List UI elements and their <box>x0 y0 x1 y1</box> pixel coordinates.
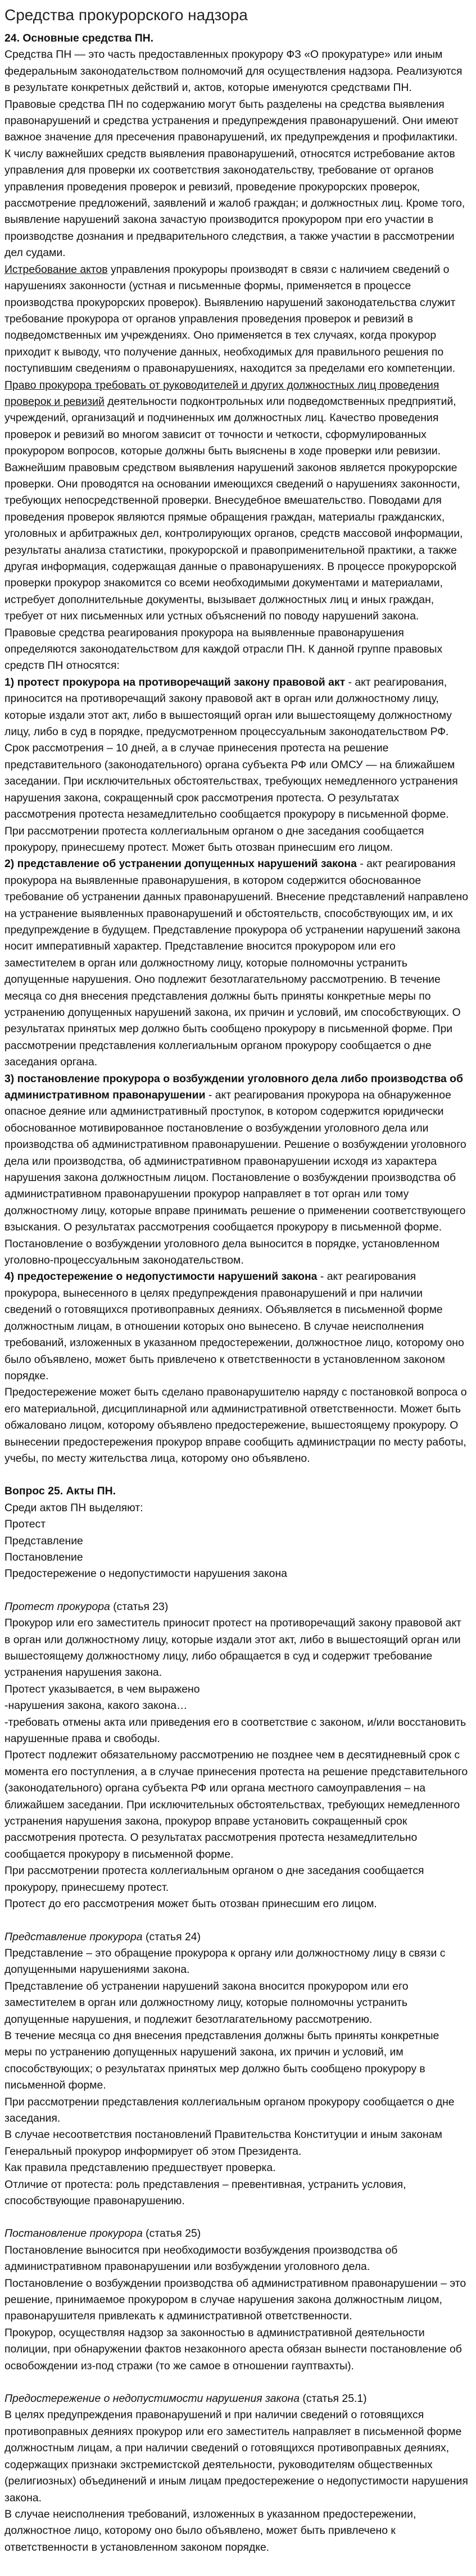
section-heading: Вопрос 25. Акты ПН. <box>4 1485 116 1498</box>
paragraph-gap <box>4 1583 469 1599</box>
paragraph: Представление об устранении нарушений закона вносится прокурором или его заместителем в орган или должностному лицу, которые полномочны устранить допущенные нарушения, и подлежит безотлагательному рассмотрению. <box>4 1980 409 2026</box>
paragraph: 3) постановление прокурора о возбуждении уголовного дела либо производства об административном правонарушении - акт реагирования прокурора на обнаруженное опасное деяние или административный проступок, в котором содержится юридически обоснованное мотивированное постановление о возбуждении уголовного дела или производства об административном правонарушении. Решение о возбуждении уголовного дела или производства, об административном правонарушении исходя из характера нарушения закона должностным лицом. Постановление о возбуждении производства об административном правонарушении прокурор направляет в тот орган или тому должностному лицу, которые вправе принимать решение о применении соответствующего взыскания. О результатах рассмотрения сообщается прокурору в письменной форме. Постановление о возбуждении уголовного дела выносится в порядке, установленном уголовно-процессуальным законодательством. <box>4 1072 466 1267</box>
paragraph: 2) представление об устранении допущенных нарушений закона - акт реагирования прокурора на выявленные правонарушения, в котором содержится обоснованное требование об устранении данных правонарушений. Внесение представлений направлено на устранение выявленных правонарушений и обстоятельств, способствующих им, и их предупреждение в будущем. Представление прокурора об устранении нарушений закона носит императивный характер. Представление вносится прокурором или его заместителем в орган или должностному лицу, которые полномочны устранить допущенные нарушения. Оно подлежит безотлагательному рассмотрению. В течение месяца со дня внесения представления должны быть приняты конкретные меры по устранению допущенных нарушений закона, их причин и условий, им способствующих. О результатах принятых мер должно быть сообщено прокурору в письменной форме. При рассмотрении представления коллегиальным органом прокурору сообщается о дне заседания органа. <box>4 858 469 1069</box>
paragraph: К числу важнейших средств выявления правонарушений, относятся истребование актов управления для проверки их соответствия законодательству, требование от органов управления проведения проверок и ревизий, проведение прокурорских проверок, рассмотрение предложений, заявлений и жалоб граждан; и должностных лиц. Кроме того, выявление нарушений закона зачастую производится прокурором при его участии в производстве дознания и предварительного следствия, а также участии в рассмотрении дел судами. <box>4 147 465 259</box>
paragraph: Истребование актов управления прокуроры производят в связи с наличием сведений о нарушениях законности (устная и письменные формы, применяется в процессе производства прокурорских проверок). Выявлению нарушений законодательства служит требование прокурора от органов управления проведения проверок и ревизий в подведомственных им учреждениях. Оно применяется в тех случаях, когда прокурор приходит к выводу, что получение данных, необходимых для правильного решения по поступившим сведениям о правонарушениях, находится за пределами его компетенции. <box>4 263 456 375</box>
paragraph: Предостережение о недопустимости нарушения закона <box>4 1567 287 1580</box>
paragraph: Представление прокурора (статья 24) <box>4 1930 201 1943</box>
paragraph-gap <box>4 1913 469 1929</box>
paragraph: Отличие от протеста: роль представления – превентивная, устранить условия, способствующие правонарушению. <box>4 2178 406 2207</box>
page-title: Средства прокурорского надзора <box>4 6 248 24</box>
paragraph: Правовые средства реагирования прокурора на выявленные правонарушения определяются законодательством для каждой отрасли ПН. К данной группе правовых средств ПН относятся: <box>4 626 443 672</box>
paragraph: Постановление <box>4 1551 83 1563</box>
paragraph: -требовать отмены акта или приведения его в соответствие с законом, и/или восстановить нарушенные права и свободы. <box>4 1716 466 1745</box>
paragraph: Прокурор, осуществляя надзор за законностью в административной деятельности полиции, при обнаружении фактов незаконного ареста обязан вынести постановление об освобождении из-под стражи (то же самое в отношении гауптвахты). <box>4 2326 462 2372</box>
paragraph: Правовые средства ПН по содержанию могут быть разделены на средства выявления правонарушений и средства устранения и предупреждения правонарушений. Они имеют важное значение для пресечения правонарушений, их предупреждения и профилактики. <box>4 98 459 144</box>
paragraph: В случае несоответствия постановлений Правительства Конституции и иным законам Генеральный прокурор информирует об этом Президента. <box>4 2128 442 2158</box>
paragraph: В целях предупреждения правонарушений и при наличии сведений о готовящихся противоправных деяниях прокурор или его заместитель направляет в письменной форме должностным лицам, а при наличии сведений о готовящихся противоправных деяниях, содержащих признаки экстремистской деятельности, руководителям общественных (религиозных) объединений и иным лицам предостережение о недопустимости нарушения закона. <box>4 2409 468 2504</box>
paragraph: Постановление выносится при необходимости возбуждения производства об административном правонарушении или возбуждении уголовного дела. <box>4 2244 398 2273</box>
paragraph-gap <box>4 1467 469 1483</box>
paragraph: В случае неисполнения требований, изложенных в указанном предостережении, должностное лицо, которому оно было объявлено, может быть привлечено к ответственности в установленном законом порядке. <box>4 2507 416 2554</box>
paragraph: Предостережение о недопустимости нарушения закона (статья 25.1) <box>4 2392 367 2405</box>
paragraph: Протест прокурора (статья 23) <box>4 1600 169 1613</box>
paragraph: Постановление о возбуждении производства об административном правонарушении – это решение, принимаемое прокурором в случае нарушения закона должностным лицом, правонарушителя привлекать к административной ответственности. <box>4 2277 466 2323</box>
paragraph: Важнейшим правовым средством выявления нарушений законов является прокурорские проверки. Они проводятся на основании имеющихся сведений о нарушениях законности, требующих непосредственной проверки. Внесудебное вмешательство. Поводами для проведения проверок являются прямые обращения граждан, материалы гражданских, уголовных и арбитражных дел, контролирующих органов, средств массовой информации, результаты анализа статистики, прокурорской и правоприменительной практики, а также другая информация, содержащая данные о правонарушениях. В процессе прокурорской проверки прокурор знакомится со всеми необходимыми документами и материалами, истребует дополнительные документы, вызывает должностных лиц и иных граждан, требует от них письменных или устных объяснений по поводу нарушений закона. <box>4 461 463 623</box>
paragraph: Протест до его рассмотрения может быть отозван принесшим его лицом. <box>4 1898 377 1911</box>
paragraph: Протест указывается, в чем выражено <box>4 1683 200 1695</box>
paragraph-gap <box>4 2374 469 2391</box>
paragraph: -нарушения закона, какого закона… <box>4 1699 188 1712</box>
paragraph-gap <box>4 2209 469 2226</box>
paragraph: При рассмотрении протеста коллегиальным органом о дне заседания сообщается прокурору, принесшему протест. <box>4 1864 424 1894</box>
paragraph: 4) предостережение о недопустимости нарушений закона - акт реагирования прокурора, вынесенного в целях предупреждения правонарушений и при наличии сведений о готовящихся противоправных деяниях. Объявляется в письменной форме должностным лицам, в отношении которых оно вынесено. В случае неисполнения требований, изложенных в указанном предостережении, должностное лицо, которому оно было объявлено, может быть привлечено к ответственности в установленном законом порядке. <box>4 1270 464 1382</box>
paragraph: Право прокурора требовать от руководителей и других должностных лиц проведения проверок и ревизий деятельности подконтрольных или подведомственных предприятий, учреждений, организаций и подчиненных им должностных лиц. Качество проведения проверок и ревизий во многом зависит от точности и четкости, сформулированных прокурором вопросов, которые должны быть выяснены в ходе проверки или ревизии. <box>4 379 456 458</box>
paragraph: Средства ПН — это часть предоставленных прокурору ФЗ «О прокуратуре» или иным федеральным законодательством полномочий для осуществления надзора. Реализуются в результате конкретных действий и, актов, которые именуются средствами ПН. <box>4 48 463 94</box>
paragraph: Среди актов ПН выделяют: <box>4 1501 143 1514</box>
paragraph: Протест <box>4 1518 46 1531</box>
paragraph: Прокурор или его заместитель приносит протест на противоречащий закону правовой акт в орган или должностному лицу, которые издали этот акт, либо в вышестоящий орган или вышестоящему должностному лицу, либо обращается в суд и содержит требование устранения нарушения закона. <box>4 1617 461 1679</box>
paragraph: Как правила представлению предшествует проверка. <box>4 2162 276 2174</box>
section-heading: 24. Основные средства ПН. <box>4 32 154 44</box>
paragraph: Предостережение может быть сделано правонарушителю наряду с постановкой вопроса о его материальной, дисциплинарной или административной ответственности. Может быть обжаловано лицом, которому объявлено предостережение, вышестоящему прокурору. О вынесении предостережения прокурор вправе сообщить администрации по месту работы, учебы, по месту жительства лица, которому оно объявлено. <box>4 1386 467 1465</box>
paragraph: При рассмотрении представления коллегиальным органом прокурору сообщается о дне заседания. <box>4 2095 455 2124</box>
paragraph: Протест подлежит обязательному рассмотрению не позднее чем в десятидневный срок с момента его поступления, а в случае принесения протеста на решение представительного (законодательного) органа субъекта РФ или органа местного самоуправления – на ближайшем заседании. При исключительных обстоятельствах, требующих немедленного устранения нарушения закона, прокурор вправе установить сокращенный срок рассмотрения протеста. О результатах рассмотрения протеста незамедлительно сообщается прокурору в письменной форме. <box>4 1749 468 1861</box>
paragraph: 1) протест прокурора на противоречащий закону правовой акт - акт реагирования, приносится на противоречащий закону правовой акт в орган или должностному лицу, которые издали этот акт, либо в вышестоящий орган или вышестоящему должностному лицу, либо в суд в порядке, предусмотренном процессуальным законодательством РФ. Срок рассмотрения – 10 дней, а в случае принесения протеста на решение представительного (законодательного) органа субъекта РФ или ОМСУ — на ближайшем заседании. При исключительных обстоятельствах, требующих немедленного устранения нарушения закона, сокращенный срок рассмотрения протеста. О результатах рассмотрения протеста незамедлительно сообщается прокурору в письменной форме. При рассмотрении протеста коллегиальным органом о дне заседания сообщается прокурору, принесшему протест. Может быть отозван принесшим его лицом. <box>4 676 458 854</box>
paragraph: Постановление прокурора (статья 25) <box>4 2227 201 2240</box>
paragraph: Представление <box>4 1534 83 1547</box>
paragraph: В течение месяца со дня внесения представления должны быть приняты конкретные меры по устранению допущенных нарушений закона, их причин и условий, им способствующих; о результатах принятых мер должно быть сообщено прокурору в письменной форме. <box>4 2029 439 2092</box>
document-body <box>4 30 469 2556</box>
paragraph: Представление – это обращение прокурора к органу или должностному лицу в связи с допущенными нарушениями закона. <box>4 1946 446 1976</box>
